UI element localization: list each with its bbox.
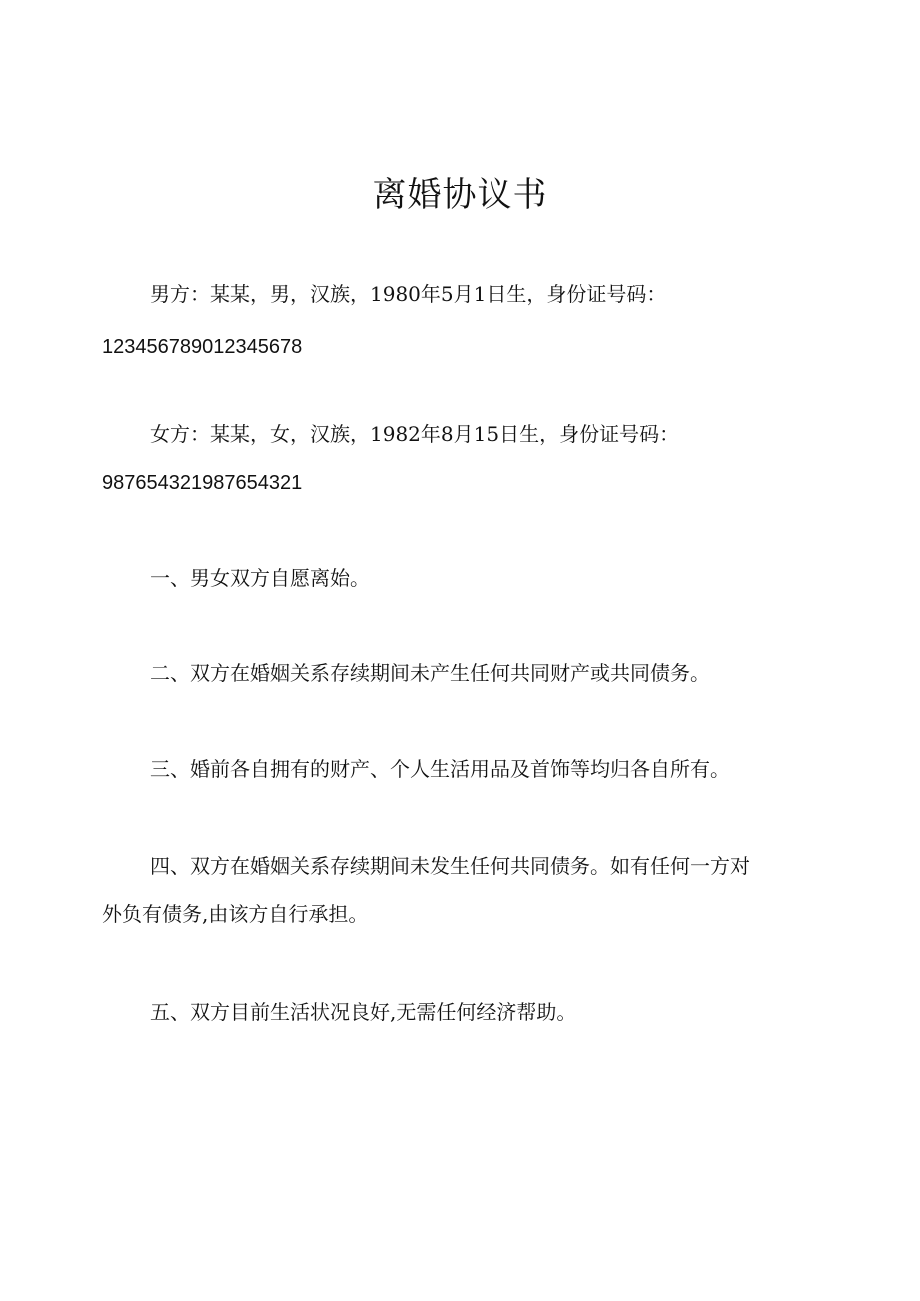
male-party-id: 123456789012345678 (102, 336, 303, 358)
clause-2: 二、双方在婚姻关系存续期间未产生任何共同财产或共同债务。 (150, 661, 710, 685)
document-title: 离婚协议书 (372, 175, 548, 215)
clause-1: 一、男女双方自愿离始。 (150, 566, 370, 590)
clause-4-line-1: 四、双方在婚姻关系存续期间未发生任何共同债务。如有任何一方对 (150, 854, 750, 878)
clause-3: 三、婚前各自拥有的财产、个人生活用品及首饰等均归各自所有。 (150, 757, 730, 781)
clause-5: 五、双方目前生活状况良好,无需任何经济帮助。 (150, 1000, 577, 1024)
clause-4-line-2: 外负有债务,由该方自行承担。 (102, 902, 369, 926)
female-party-id: 987654321987654321 (102, 472, 303, 494)
male-party-line: 男方：某某，男，汉族，1980年5月1日生，身份证号码： (150, 282, 667, 306)
female-party-line: 女方：某某，女，汉族，1982年8月15日生，身份证号码： (150, 422, 680, 446)
